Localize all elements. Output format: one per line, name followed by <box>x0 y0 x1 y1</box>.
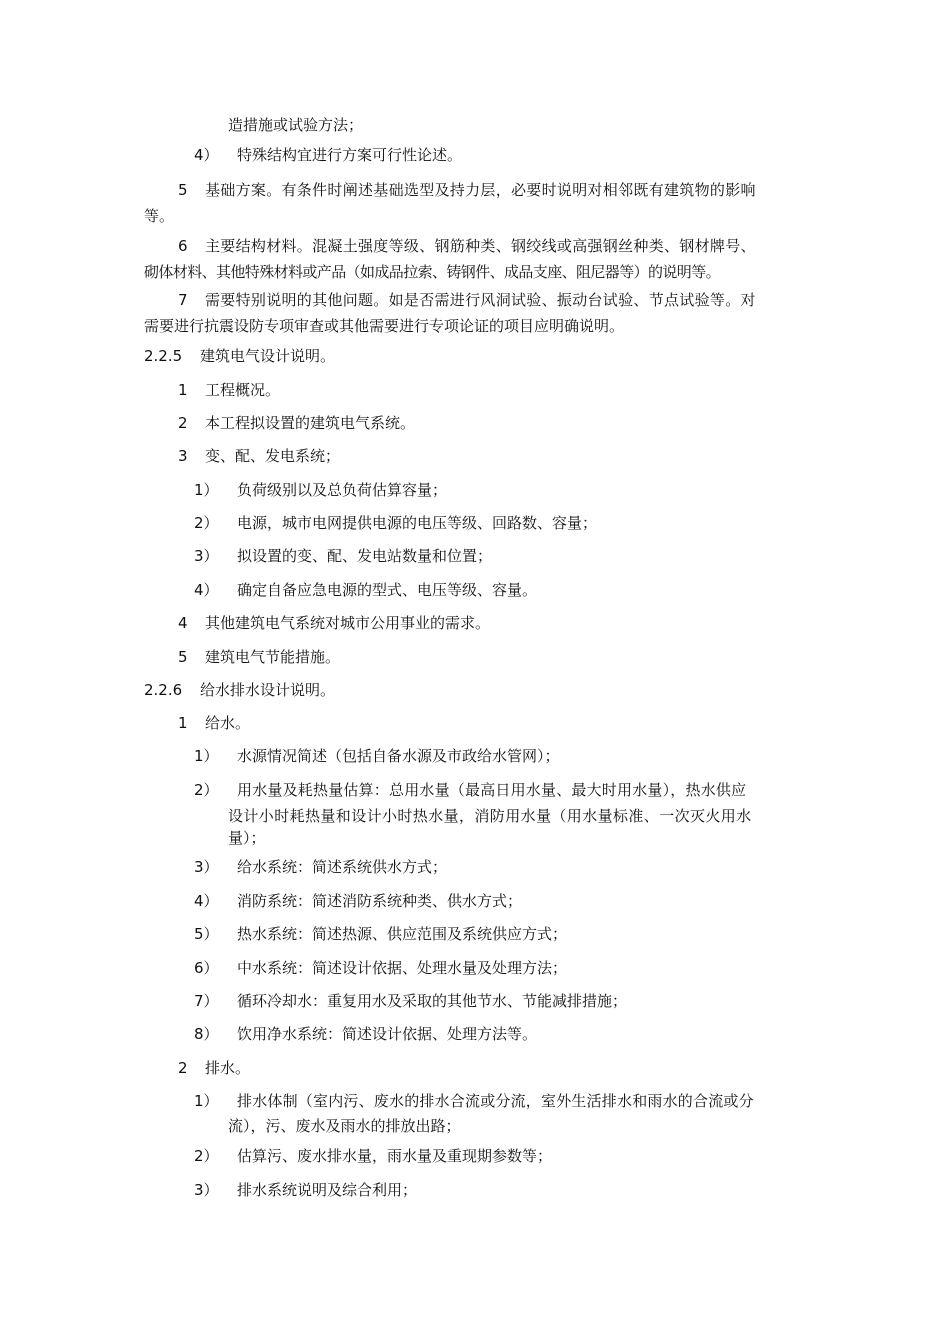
item-text: 饮用净水系统：简述设计依据、处理方法等。 <box>237 1025 538 1043</box>
item-text: 消防系统：简述消防系统种类、供水方式； <box>237 892 523 910</box>
item-text: 其他建筑电气系统对城市公用事业的需求。 <box>205 614 491 632</box>
item-number: 5 <box>178 648 188 666</box>
item-number: 4） <box>194 146 219 164</box>
item-text: 建筑电气节能措施。 <box>205 648 341 666</box>
item-text: 主要结构材料。混凝土强度等级、钢筋种类、钢绞线或高强钢丝种类、钢材牌号、 <box>205 237 756 255</box>
item-text: 需要特别说明的其他问题。如是否需进行风洞试验、振动台试验、节点试验等。对 <box>205 291 756 309</box>
item-text: 负荷级别以及总负荷估算容量； <box>237 481 448 499</box>
item-number: 3） <box>194 547 219 565</box>
item-text: 热水系统：简述热源、供应范围及系统供应方式； <box>237 925 568 943</box>
section-heading: 给水排水设计说明。 <box>200 681 336 699</box>
section-heading: 建筑电气设计说明。 <box>200 347 336 365</box>
item-text: 水源情况简述（包括自备水源及市政给水管网）； <box>237 747 560 765</box>
item-number: 2 <box>178 1059 188 1077</box>
item-number: 4） <box>194 581 219 599</box>
item-text: 电源，城市电网提供电源的电压等级、回路数、容量； <box>237 514 598 532</box>
item-number: 1 <box>178 381 188 399</box>
item-text: 等。 <box>144 207 175 225</box>
item-number: 3） <box>194 1181 219 1199</box>
item-text: 本工程拟设置的建筑电气系统。 <box>205 414 416 432</box>
item-number: 5） <box>194 925 219 943</box>
item-text: 需要进行抗震设防专项审查或其他需要进行专项论证的项目应明确说明。 <box>144 317 625 335</box>
item-number: 2） <box>194 781 219 799</box>
item-number: 2） <box>194 514 219 532</box>
item-number: 3 <box>178 447 188 465</box>
item-text: 设计小时耗热量和设计小时热水量，消防用水量（用水量标准、一次灭火用水 <box>228 807 752 825</box>
item-number: 1） <box>194 1092 219 1110</box>
item-text: 造措施或试验方法； <box>228 116 364 134</box>
item-text: 工程概况。 <box>205 381 281 399</box>
item-number: 4） <box>194 892 219 910</box>
item-number: 1） <box>194 747 219 765</box>
item-text: 排水。 <box>205 1059 251 1077</box>
item-number: 3） <box>194 858 219 876</box>
item-text: 特殊结构宜进行方案可行性论述。 <box>237 146 463 164</box>
item-text: 循环冷却水：重复用水及采取的其他节水、节能减排措施； <box>237 992 628 1010</box>
item-number: 4 <box>178 614 188 632</box>
item-number: 5 <box>178 181 188 199</box>
item-number: 6） <box>194 959 219 977</box>
item-text: 排水系统说明及综合利用； <box>237 1181 418 1199</box>
item-text: 排水体制（室内污、废水的排水合流或分流，室外生活排水和雨水的合流或分 <box>237 1092 754 1110</box>
item-text: 流），污、废水及雨水的排放出路； <box>228 1117 461 1135</box>
item-text: 用水量及耗热量估算：总用水量（最高日用水量、最大时用水量），热水供应 <box>237 781 747 799</box>
item-number: 7） <box>194 992 219 1010</box>
item-number: 1） <box>194 481 219 499</box>
item-number: 1 <box>178 714 188 732</box>
item-text: 给水。 <box>205 714 251 732</box>
item-text: 中水系统：简述设计依据、处理水量及处理方法； <box>237 959 568 977</box>
item-number: 6 <box>178 237 188 255</box>
item-text: 量）； <box>228 829 266 847</box>
item-text: 确定自备应急电源的型式、电压等级、容量。 <box>237 581 538 599</box>
item-text: 基础方案。有条件时阐述基础选型及持力层，必要时说明对相邻既有建筑物的影响 <box>205 181 756 199</box>
item-text: 砌体材料、其他特殊材料或产品（如成品拉索、铸钢件、成品支座、阻尼器等）的说明等。 <box>144 263 721 281</box>
section-number: 2.2.5 <box>144 347 183 365</box>
section-number: 2.2.6 <box>144 681 183 699</box>
item-text: 拟设置的变、配、发电站数量和位置； <box>237 547 493 565</box>
item-text: 变、配、发电系统； <box>205 447 341 465</box>
item-number: 2 <box>178 414 188 432</box>
item-number: 2） <box>194 1147 219 1165</box>
item-text: 给水系统：简述系统供水方式； <box>237 858 448 876</box>
item-number: 7 <box>178 291 188 309</box>
item-text: 估算污、废水排水量，雨水量及重现期参数等； <box>237 1147 553 1165</box>
item-number: 8） <box>194 1025 219 1043</box>
